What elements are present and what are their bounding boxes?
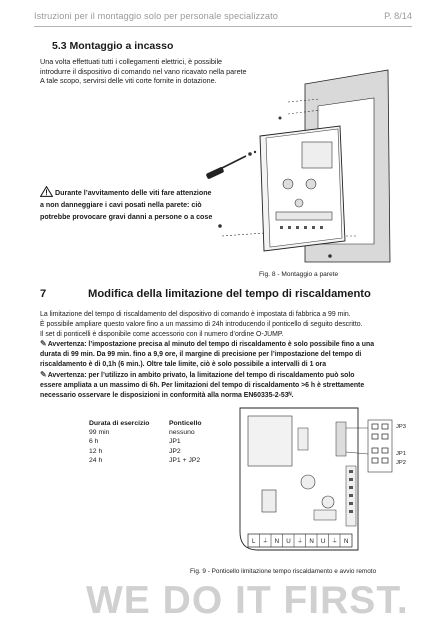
table-header-row	[89, 420, 201, 429]
text-line: Avvertenza: l’impostazione precisa al minuto del tempo di riscaldamento è solo possibile fino a una	[47, 341, 375, 348]
table-row	[89, 457, 201, 466]
terminal-label: ⏚	[296, 538, 304, 545]
column-header-duration: Durata di esercizio	[89, 420, 150, 427]
warning-line: a non danneggiare i cavi posati nella parete: ciò	[40, 201, 202, 209]
text-line: introdurre il dispositivo di comando nel vano ricavato nella parete	[40, 66, 247, 76]
terminal-label: N	[344, 538, 349, 545]
text-line: La limitazione del tempo di riscaldamento del dispositivo di comando è impostata di fabbrica a 99 min.	[40, 311, 351, 318]
table-row	[89, 448, 201, 457]
note-pen-icon: ✎	[40, 370, 47, 379]
warning-triangle-icon	[40, 186, 53, 197]
warning-line: potrebbe provocare gravi danni a persone o a cose	[40, 213, 213, 221]
terminal-label: ⏚	[331, 538, 338, 545]
duration-cell: 24 h	[89, 456, 103, 464]
text-line: Il set di ponticelli è disponibile come accessorio con il numero d’ordine O-JUMP.	[40, 330, 284, 338]
text-line: essere ampliata a un massimo di 6h. Per limitazioni del tempo di riscaldamento >6 h è strettamente	[40, 381, 365, 389]
fig8-wall-mounting-drawing	[180, 66, 410, 276]
terminal-label: U	[320, 538, 326, 545]
page-number: P. 8/14	[384, 11, 412, 21]
jumper-cell: JP1	[169, 438, 181, 446]
terminal-label: ⏚	[262, 538, 269, 545]
text-line: A tale scopo, servirsi delle viti corte fornite in dotazione.	[40, 76, 217, 86]
fig8-caption: Fig. 8 - Montaggio a parete	[259, 271, 339, 278]
terminal-label: N	[309, 538, 314, 545]
note-pen-icon: ✎	[40, 339, 47, 348]
table-row	[89, 438, 201, 447]
text-line: necessario osservare le disposizioni in conformità alla norma EN60335-2-53ᴺ.	[40, 391, 294, 399]
jumper-cell: nessuno	[169, 429, 195, 437]
terminal-label: N	[274, 538, 280, 545]
section-5-3-title: 5.3 Montaggio a incasso	[52, 40, 174, 52]
duration-cell: 12 h	[89, 447, 103, 455]
terminal-strip-labels	[248, 535, 352, 548]
terminal-label: L	[252, 538, 256, 545]
section-7-number: 7	[40, 288, 47, 300]
text-line: Avvertenza: per l’utilizzo in ambito privato, la limitazione del tempo di riscaldamento può solo	[47, 372, 355, 379]
duration-cell: 6 h	[89, 438, 99, 446]
section-7-title: Modifica della limitazione del tempo di riscaldamento	[88, 288, 371, 300]
jumper-duration-table	[89, 420, 201, 466]
jumper-cell: JP1 + JP2	[169, 456, 201, 464]
header-divider	[34, 26, 412, 27]
warning-precision	[40, 339, 374, 369]
warning-private-use	[40, 370, 364, 400]
column-header-jumper: Ponticello	[169, 420, 202, 427]
jumper-cell: JP2	[169, 447, 181, 455]
terminal-label: U	[286, 538, 291, 545]
footer-slogan: WE DO IT FIRST.	[86, 579, 409, 622]
header-title: Istruzioni per il montaggio solo per personale specializzato	[34, 11, 278, 21]
warning-line: Durante l’avvitamento delle viti fare attenzione	[54, 189, 212, 197]
text-line: È possibile ampliare questo valore fino a un massimo di 24h introducendo il ponticello di seguito descritto.	[40, 320, 363, 328]
jumper-label-jp1: JP1	[396, 451, 406, 457]
text-line: riscaldamento è di 0,1h (6 min.). Oltre tale limite, ciò è solo possibile a intervalli di 1 ora	[40, 360, 327, 368]
text-line: durata di 99 min. Da 99 min. fino a 9,9 ore, il margine di precisione per l’impostazione del tempo di	[40, 350, 362, 358]
fig9-caption: Fig. 9 - Ponticello limitazione tempo riscaldamento e avvio remoto	[190, 568, 377, 575]
jumper-label-jp3: JP3	[396, 424, 406, 430]
table-row	[89, 429, 201, 438]
duration-cell: 99 min	[89, 429, 110, 437]
jumper-label-jp2: JP2	[396, 460, 406, 466]
text-line: Una volta effettuati tutti i collegamenti elettrici, è possibile	[40, 57, 223, 66]
section-7-paragraph	[40, 310, 363, 339]
